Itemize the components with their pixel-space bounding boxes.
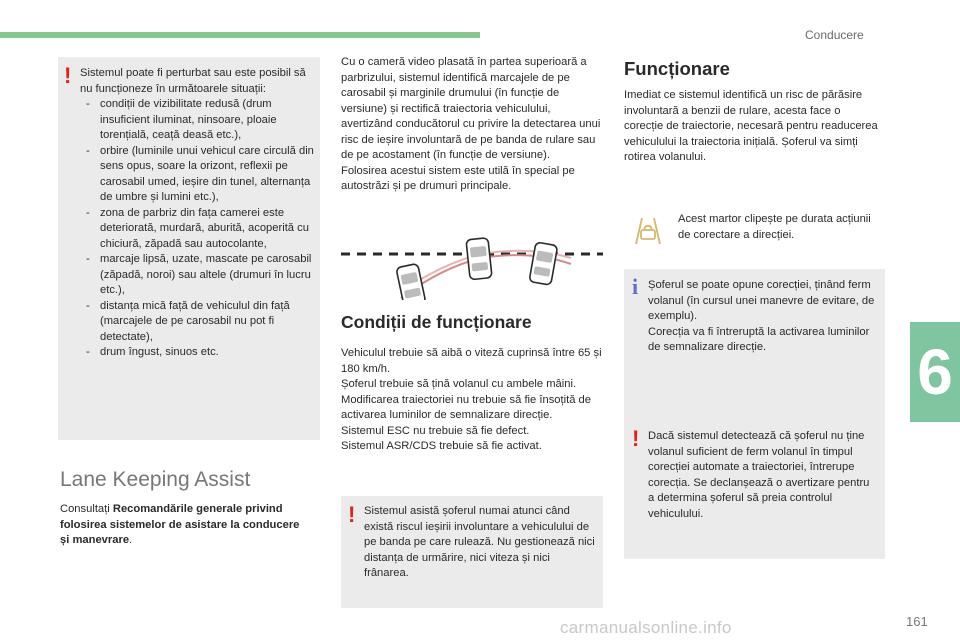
condition-line: Sistemul ASR/CDS trebuie să fie activat. <box>341 440 542 452</box>
chapter-tab: 6 <box>910 322 960 422</box>
reference-link[interactable]: Recomandările generale privind folosirea sistemelor de asistare la conducere și manevrare <box>60 503 300 546</box>
list-item: - orbire (luminile unui vehicul care circulă din sens opus, soare la orizont, reflexii pe carosabil umed, ieșire din tunel, alternanța de umbre și lumini etc.), <box>80 144 316 206</box>
info-line: Corecția va fi întreruptă la activarea luminilor de semnalizare direcție. <box>648 325 870 353</box>
info-line: Șoferul se poate opune corecției, ținând ferm volanul (în cursul unei manevre de evitare, de exemplu). <box>648 279 875 322</box>
usage-paragraph: Folosirea acestui sistem este utilă în special pe autostrăzi și pe drumuri principale. <box>341 164 575 192</box>
condition-line: Șoferul trebuie să țină volanul cu ambele mâini. <box>341 378 577 390</box>
condition-line: Vehiculul trebuie să aibă o viteză cuprinsă între 65 și 180 km/h. <box>341 347 602 375</box>
lane-assist-lamp-icon <box>632 216 664 246</box>
info-text <box>648 278 878 356</box>
list-item: - condiții de vizibilitate redusă (drum insuficient iluminat, ninsoare, ploaie torențială, ceață deasă etc.), <box>80 97 316 144</box>
exclamation-icon: ! <box>64 63 72 88</box>
car-outline-2 <box>466 238 492 280</box>
lane-keeping-title: Lane Keeping Assist <box>60 468 251 491</box>
list-item: - drum îngust, sinuos etc. <box>80 345 316 361</box>
lamp-text: Acest martor clipește pe durata acțiunii de corectare a direcției. <box>678 213 871 241</box>
reference-suffix: . <box>129 534 133 546</box>
page-number: 161 <box>906 614 928 629</box>
lane-departure-illustration <box>341 228 603 300</box>
left-warning-list <box>80 97 316 361</box>
exclamation-icon: ! <box>348 502 356 527</box>
reference-prefix: Consultați <box>60 503 113 515</box>
info-icon: i <box>632 274 639 299</box>
operation-heading: Funcționare <box>624 58 730 79</box>
conditions-text <box>341 346 603 455</box>
left-warning-intro: Sistemul poate fi perturbat sau este posibil să nu funcționeze în următoarele situații: <box>80 67 306 95</box>
list-item: - zona de parbriz din fața camerei este deteriorată, murdară, aburită, acoperită cu chiciură, zăpadă sau autocolante, <box>80 206 316 253</box>
list-item: - marcaje lipsă, uzate, mascate pe carosabil (zăpadă, noroi) sau altele (drumuri în lucru etc.), <box>80 252 316 299</box>
left-warning-text <box>80 66 316 361</box>
watermark: carmanualsonline.info <box>560 618 732 637</box>
car-outline-1 <box>396 263 426 300</box>
list-item: - distanța mică față de vehiculul din față (marcajele de pe carosabil nu pot fi detectate), <box>80 299 316 346</box>
header-accent-bar <box>0 32 480 38</box>
conditions-heading: Condiții de funcționare <box>341 312 532 332</box>
condition-line: Sistemul ESC nu trebuie să fie defect. <box>341 424 530 437</box>
operation-text: Imediat ce sistemul identifică un risc de părăsire involuntară a benzii de rulare, acesta face o corecție de traiectorie, necesară pentru readucerea vehiculului la traiectoria inițială. Șoferul va simți rotirea volanului. <box>624 89 878 163</box>
middle-intro <box>341 55 603 195</box>
description-paragraph: Cu o cameră video plasată în partea superioară a parbrizului, sistemul identifică marcajele de pe carosabil și marginile drumului (în funcție de versiune) și rectifică traiectoria vehiculului, avertizând conducătorul cu privire la detectarea unui risc de ieșire involuntară de pe banda de rulare sau de pe acostament (în funcție de versiune). <box>341 56 601 161</box>
condition-line: Modificarea traiectoriei nu trebuie să fie însoțită de activarea luminilor de semnalizare direcție. <box>341 393 591 421</box>
lane-keeping-reference <box>60 502 310 549</box>
section-title: Conducere <box>805 28 864 42</box>
middle-warning-text: Sistemul asistă șoferul numai atunci când există riscul ieșirii involuntare a vehiculului de pe banda pe care rulează. Nu gestionează nici distanța de urmărire, nici viteza și nici frânarea. <box>364 505 595 579</box>
car-outline-3 <box>529 242 558 285</box>
right-warning-text: Dacă sistemul detectează că șoferul nu ține volanul suficient de ferm volanul în timpul corecției automate a traiectoriei, întrerupe corecția. Se declanșează o avertizare pentru a determina șoferul să preia controlul vehiculului. <box>648 430 870 520</box>
exclamation-icon: ! <box>632 426 640 451</box>
